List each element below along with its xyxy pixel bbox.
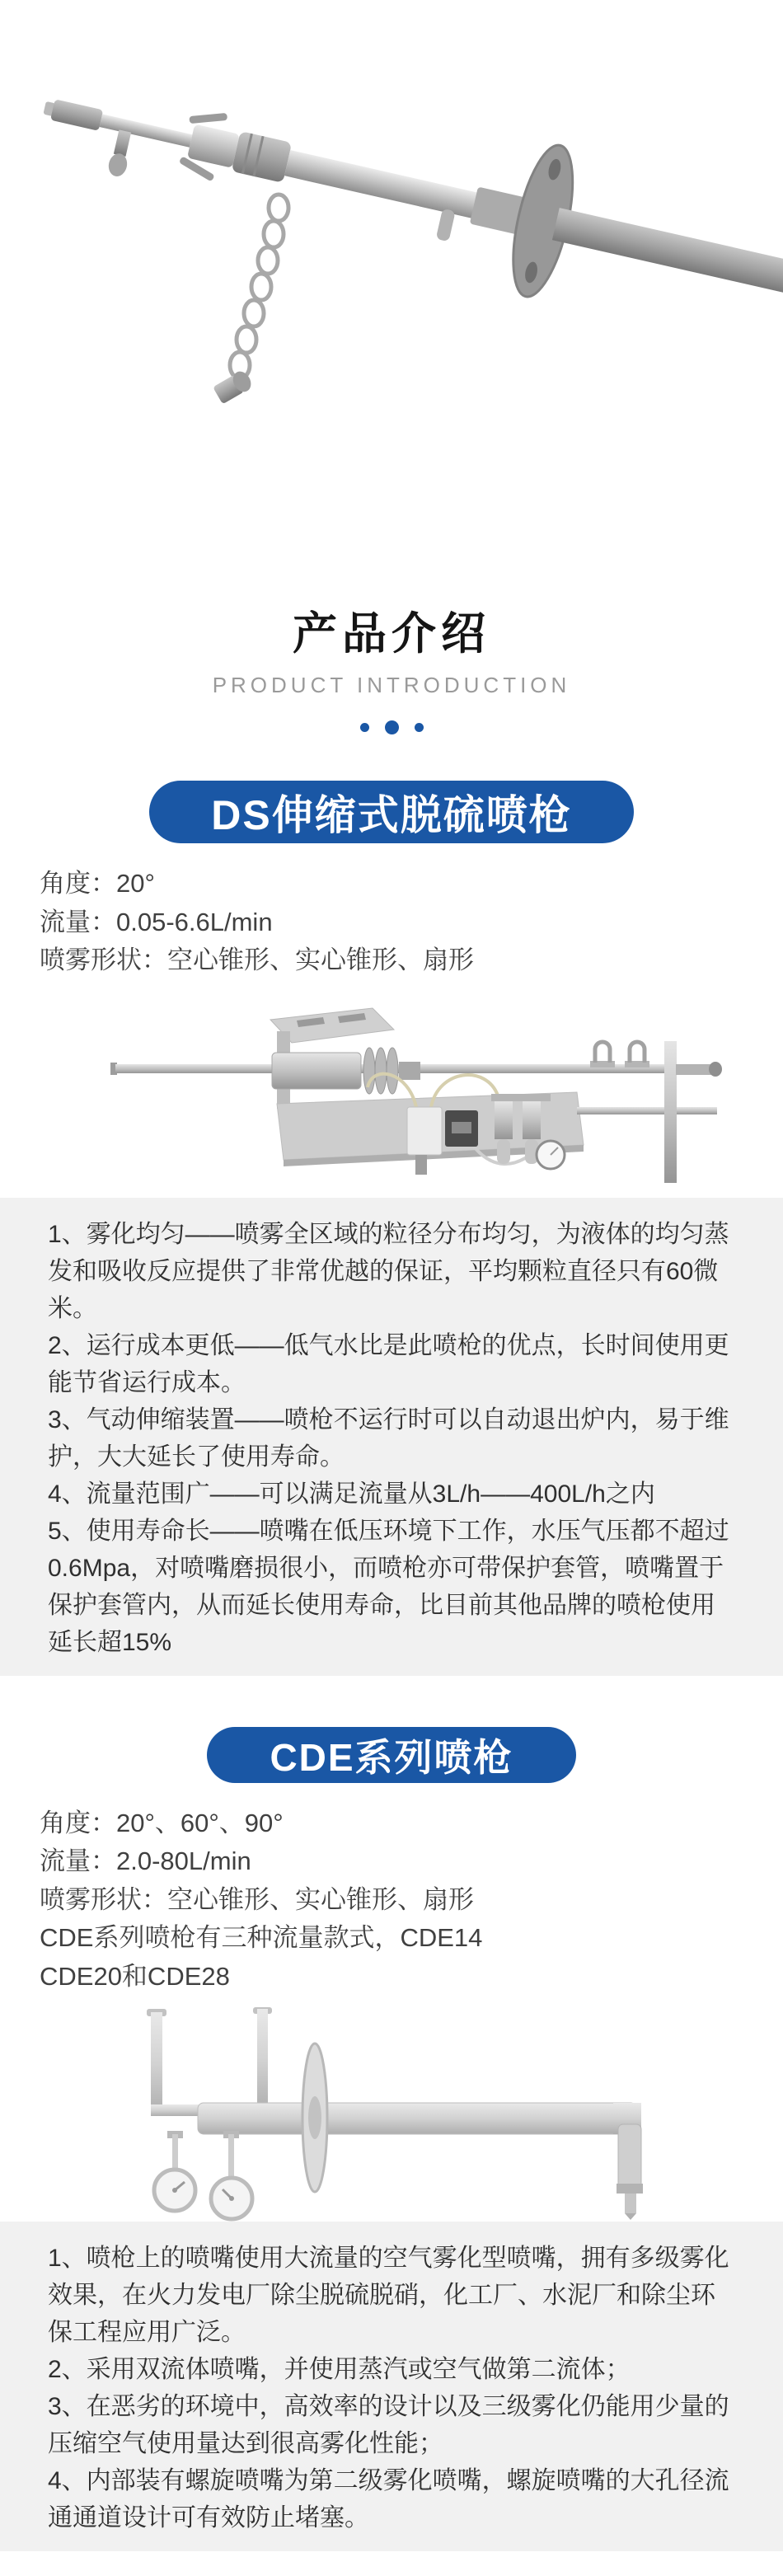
feature-item: 4、内部装有螺旋喷嘴为第二级雾化喷嘴，螺旋喷嘴的大孔径流通通道设计可有效防止堵塞。 [48, 2467, 729, 2532]
cde-gun-photo-area [0, 2007, 783, 2222]
intro-header [0, 412, 783, 734]
dot-icon [360, 723, 369, 732]
page-title: 产品介绍 [293, 609, 490, 659]
ds-specs [0, 865, 783, 980]
ds-retractable-gun-photo [0, 983, 783, 1198]
divider-dots-icon [0, 720, 783, 734]
spec-line: 流量：0.05-6.6L/min [40, 907, 273, 936]
feature-item: 5、使用寿命长——喷嘴在低压环境下工作，水压气压都不超过0.6Mpa，对喷嘴磨损很小，而喷枪亦可带保护套管，喷嘴置于保护套管内，从而延长使用寿命，比目前其他品牌的喷枪使用延长超15% [48, 1517, 729, 1656]
section-badge-cde: CDE系列喷枪 [207, 1727, 576, 1783]
dot-icon [385, 720, 399, 734]
feature-item: 2、采用双流体喷嘴，并使用蒸汽或空气做第二流体； [48, 2356, 631, 2384]
spec-line: 喷雾形状：空心锥形、实心锥形、扇形 [40, 1884, 474, 1914]
spec-line: CDE20和CDE28 [40, 1961, 230, 1991]
section-badge-ds: DS伸缩式脱硫喷枪 [149, 781, 634, 843]
feature-item: 3、在恶劣的环境中，高效率的设计以及三级雾化仍能用少量的压缩空气使用量达到很高雾化性能； [48, 2393, 729, 2458]
feature-item: 3、气动伸缩装置——喷枪不运行时可以自动退出炉内，易于维护，大大延长了使用寿命。 [48, 1405, 729, 1471]
cde-features-list [0, 2222, 783, 2551]
ds-gun-photo-area [0, 983, 783, 1198]
ds-features-list [0, 1198, 783, 1676]
hanging-chain [230, 195, 288, 378]
spec-line: 角度：20°、60°、90° [40, 1808, 284, 1837]
spec-line: 流量：2.0-80L/min [40, 1846, 251, 1876]
cde-specs [0, 1804, 783, 1997]
dot-icon [415, 723, 424, 732]
spec-line: CDE系列喷枪有三种流量款式，CDE14 [40, 1923, 483, 1953]
spec-line: 角度：20° [40, 869, 155, 899]
page-subtitle: PRODUCT INTRODUCTION [212, 673, 571, 698]
feature-item: 1、喷枪上的喷嘴使用大流量的空气雾化型喷嘴，拥有多级雾化效果，在火力发电厂除尘脱硫脱硝，化工厂、水泥厂和除尘环保工程应用广泛。 [48, 2245, 729, 2347]
hero-product-photo-area [0, 0, 783, 412]
cde-gun-photo [0, 2007, 783, 2222]
spray-lance-photo [0, 0, 783, 412]
feature-item: 2、运行成本更低——低气水比是此喷枪的优点，长时间使用更能节省运行成本。 [48, 1331, 729, 1396]
feature-item: 1、雾化均匀——喷雾全区域的粒径分布均匀，为液体的均匀蒸发和吸收反应提供了非常优越的保证，平均颗粒直径只有60微米。 [48, 1220, 729, 1322]
feature-item: 4、流量范围广——可以满足流量从3L/h——400L/h之内 [48, 1480, 655, 1508]
spec-line: 喷雾形状：空心锥形、实心锥形、扇形 [40, 945, 474, 975]
